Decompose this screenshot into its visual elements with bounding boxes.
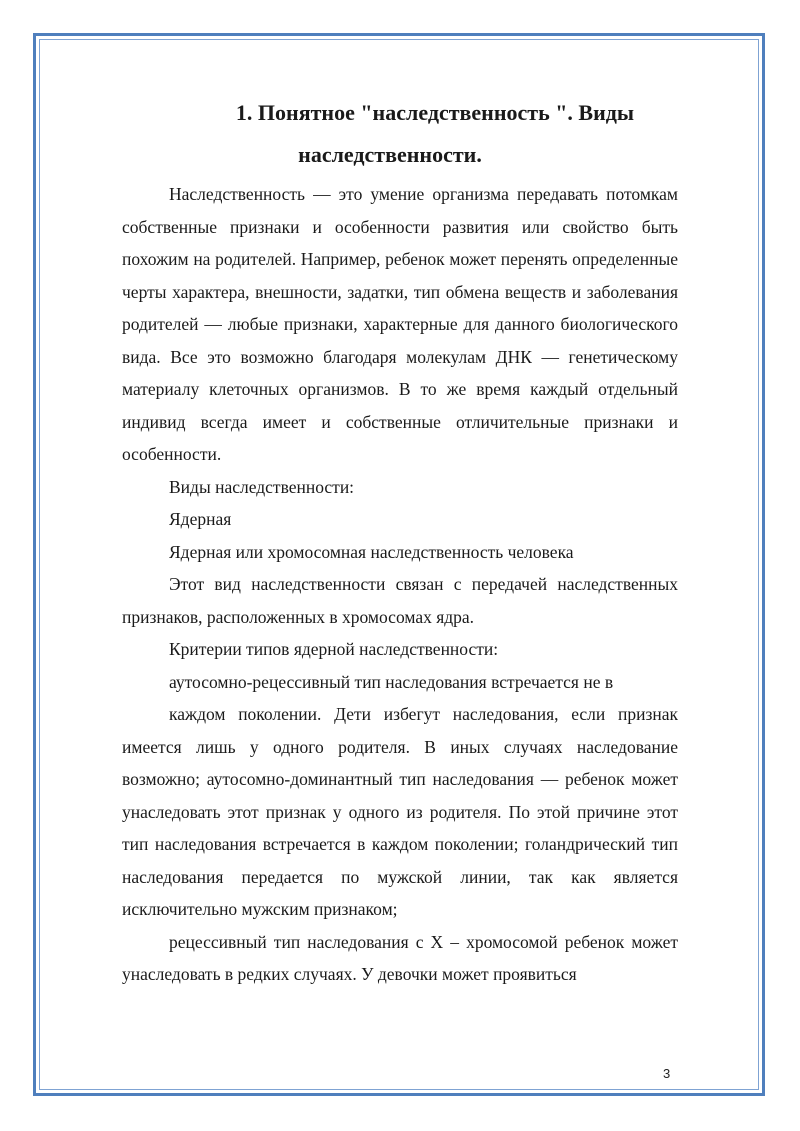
document-body [122,92,678,991]
paragraph-inheritance-types: каждом поколении. Дети избегут наследования, если признак имеется лишь у одного родителя. В иных случаях наследование возможно; аутосомно-доминантный тип наследования — ребенок может унаследовать этот признак у одного из родителя. По этой причине этот тип наследования встречается в каждом поколении; голандрический тип наследования передается по мужской линии, так как является исключительно мужским признаком; [122,704,678,919]
paragraph-nuclear-description: Этот вид наследственности связан с передачей наследственных признаков, расположенных в хромосомах ядра. [122,574,678,627]
section-heading [122,92,678,176]
paragraph-nuclear-chromosomal: Ядерная или хромосомная наследственность человека [169,541,574,562]
section-heading-line1: 1. Понятное "наследственность ". Виды [235,100,635,125]
paragraph-nuclear: Ядерная [169,509,232,529]
paragraph-definition: Наследственность — это умение организма передавать потомкам собственные признаки и особенности развития или свойство быть похожим на родителей. Например, ребенок может перенять определенные черты характера, внешности, задатки, тип обмена веществ и заболевания родителей — любые признаки, характерные для данного биологического вида. Все это возможно благодаря молекулам ДНК — генетическому материалу клеточных организмов. В то же время каждый отдельный индивид всегда имеет и собственные отличительные признаки и особенности. [122,184,678,464]
page-number: 3 [663,1066,671,1081]
paragraph-types-intro: Виды наследственности: [169,476,355,497]
section-heading-line2: наследственности. [298,142,482,167]
paragraph-autosomal-recessive: аутосомно-рецессивный тип наследования встречается не в [169,671,614,692]
paragraph-criteria: Критерии типов ядерной наследственности: [169,639,499,659]
paragraph-x-recessive: рецессивный тип наследования с Х – хромосомой ребенок может унаследовать в редких случаях. У девочки может проявиться [122,931,678,984]
